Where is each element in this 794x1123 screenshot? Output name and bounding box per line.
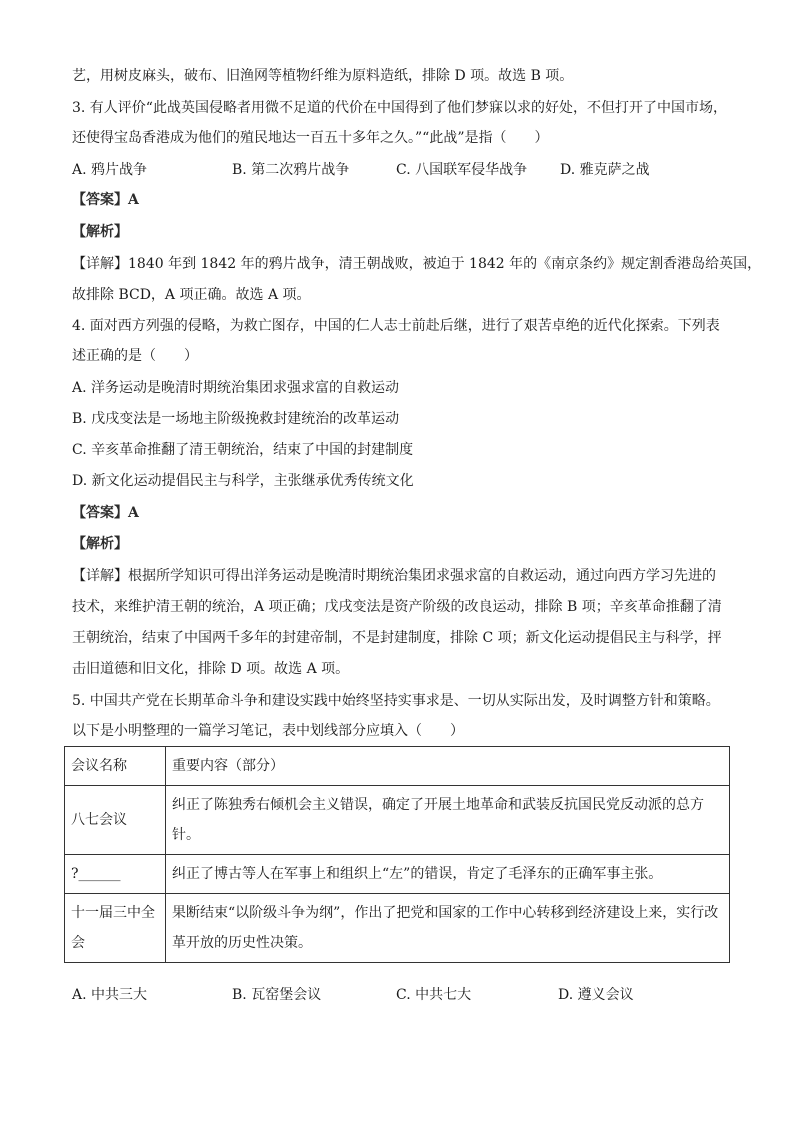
q5-stem-line2: 以下是小明整理的一篇学习笔记，表中划线部分应填入（ ） [72,723,464,739]
q3-detail-line2: 故排除 BCD，A 项正确。故选 A 项。 [72,287,311,303]
q4-detail-line1: 【详解】根据所学知识可得出洋务运动是晚清时期统治集团求强求富的自救运动，通过向西方学习先进的 [72,568,716,584]
q3-options [72,160,732,180]
q5-options [72,985,732,1005]
q4-option-b: B. 戊戌变法是一场地主阶级挽救封建统治的改革运动 [72,411,400,427]
q3-stem-line1: 3. 有人评价“此战英国侵略者用微不足道的代价在中国得到了他们梦寐以求的好处，不但打开了中国市场， [72,100,727,116]
q3-answer: 【答案】A [72,192,139,208]
table-row [65,855,730,894]
q4-detail-line2: 技术，来维护清王朝的统治，A 项正确；戊戌变法是资产阶级的改良运动，排除 B 项；辛亥革命推翻了清 [72,599,722,615]
q4-answer: 【答案】A [72,505,139,521]
q4-option-c: C. 辛亥革命推翻了清王朝统治，结束了中国的封建制度 [72,442,414,458]
q4-option-d: D. 新文化运动提倡民主与科学，主张继承优秀传统文化 [72,473,414,489]
q4-detail-line3: 王朝统治，结束了中国两千多年的封建帝制，不是封建制度，排除 C 项；新文化运动提倡民主与科学，抨 [72,630,722,646]
study-notes-table [64,746,730,963]
table-header-cell: 重要内容（部分） [166,747,730,786]
q3-analysis-label: 【解析】 [72,224,128,240]
q4-option-a: A. 洋务运动是晚清时期统治集团求强求富的自救运动 [72,380,400,396]
q5-option-d: D. 遵义会议 [558,987,634,1003]
table-cell: 八七会议 [65,786,166,855]
q5-option-b: B. 瓦窑堡会议 [232,987,322,1003]
q4-detail-line4: 击旧道德和旧文化，排除 D 项。故选 A 项。 [72,661,350,677]
q5-option-c: C. 中共七大 [396,987,472,1003]
q3-stem-line2: 还使得宝岛香港成为他们的殖民地达一百五十多年之久。”“此战”是指（ ） [72,130,549,146]
table-row [65,786,730,855]
table-header-row [65,747,730,786]
q3-option-d: D. 雅克萨之战 [560,162,650,178]
q5-stem-line1: 5. 中国共产党在长期革命斗争和建设实践中始终坚持实事求是、一切从实际出发，及时调整方针和策略。 [72,693,720,709]
table-header-cell: 会议名称 [65,747,166,786]
table-cell: 纠正了博古等人在军事上和组织上“左”的错误，肯定了毛泽东的正确军事主张。 [166,855,730,894]
table-cell: 纠正了陈独秀右倾机会主义错误，确定了开展土地革命和武装反抗国民党反动派的总方针。 [166,786,730,855]
q3-option-a: A. 鸦片战争 [72,162,148,178]
q4-stem-line2: 述正确的是（ ） [72,348,198,364]
q4-analysis-label: 【解析】 [72,536,128,552]
q3-detail-line1: 【详解】1840 年到 1842 年的鸦片战争，清王朝战败，被迫于 1842 年的《南京条约》规定割香港岛给英国， [72,256,762,272]
q3-option-c: C. 八国联军侵华战争 [396,162,528,178]
q2-analysis-tail: 艺，用树皮麻头，破布、旧渔网等植物纤维为原料造纸，排除 D 项。故选 B 项。 [72,68,574,84]
q3-option-b: B. 第二次鸦片战争 [232,162,350,178]
q5-option-a: A. 中共三大 [72,987,148,1003]
table-cell: 果断结束“以阶级斗争为纲”，作出了把党和国家的工作中心转移到经济建设上来，实行改革开放的历史性决策。 [166,894,730,963]
table-cell-blank: ?______ [65,855,166,894]
table-row [65,894,730,963]
q4-stem-line1: 4. 面对西方列强的侵略，为救亡图存，中国的仁人志士前赴后继，进行了艰苦卓绝的近代化探索。下列表 [72,318,720,334]
table-cell: 十一届三中全会 [65,894,166,963]
